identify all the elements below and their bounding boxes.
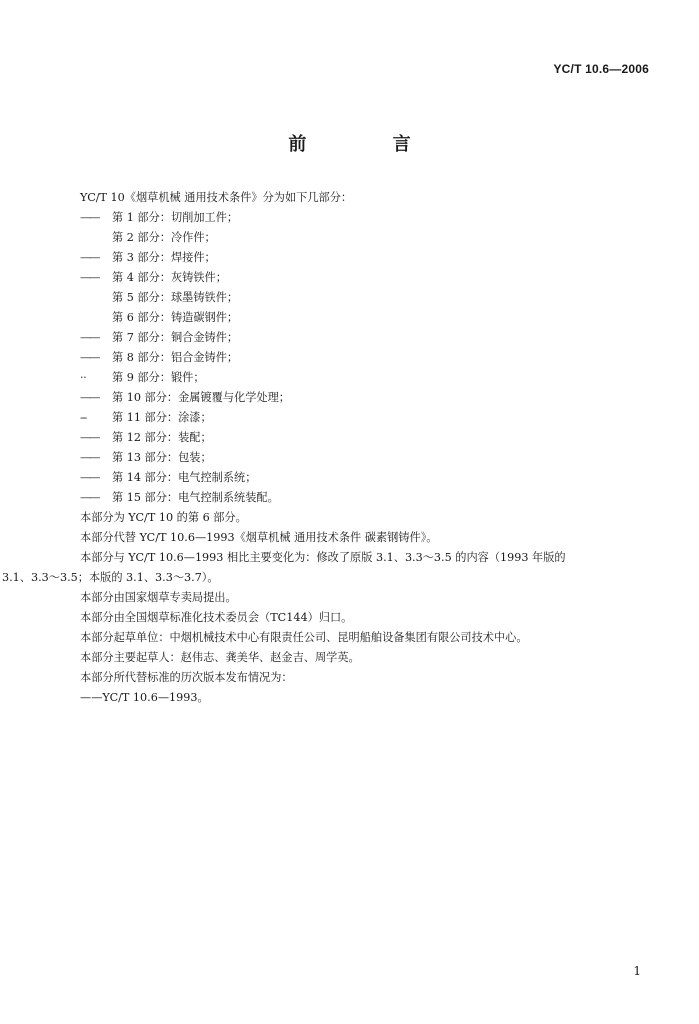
list-item: [0, 248, 699, 268]
paragraph-changes-line2: 3.1、3.3～3.5；本版的 3.1、3.3～3.7）。: [2, 571, 219, 584]
paragraph-history-item: ——YC/T 10.6—1993。: [80, 691, 209, 704]
paragraph-drafting-units: 本部分起草单位：中烟机械技术中心有限责任公司、昆明船舶设备集团有限公司技术中心。: [80, 631, 528, 644]
list-item-label: 第 4 部分：灰铸铁件；: [112, 271, 227, 284]
paragraph-changes-line1: 本部分与 YC/T 10.6—1993 相比主要变化为：修改了原版 3.1、3.3～3.5 的内容（1993 年版的: [80, 551, 566, 564]
list-dash: ——: [80, 351, 99, 364]
list-dash: ——: [80, 251, 99, 264]
paragraph-history-intro: 本部分所代替标准的历次版本发布情况为：: [80, 671, 293, 684]
list-item: [0, 388, 699, 408]
list-dash: ——: [80, 391, 99, 404]
list-item: [0, 308, 699, 328]
list-item-label: 第 7 部分：铜合金铸件；: [112, 331, 239, 344]
list-dash: ——: [80, 471, 99, 484]
paragraph-proposed-by: 本部分由国家烟草专卖局提出。: [80, 591, 237, 604]
paragraph-drafters: 本部分主要起草人：赵伟志、龚美华、赵金吉、周学英。: [80, 651, 360, 664]
list-dash: · ·: [80, 371, 85, 384]
list-item-label: 第 1 部分：切削加工件；: [112, 211, 239, 224]
parts-list: [0, 208, 699, 508]
list-dash: ——: [80, 271, 99, 284]
list-dash: ——: [80, 331, 99, 344]
list-dash: ---: [80, 411, 86, 424]
list-item: [0, 288, 699, 308]
document-body: [0, 188, 699, 708]
page-title: 前 言: [288, 134, 451, 155]
list-item: [0, 368, 699, 388]
list-item-label: 第 6 部分：铸造碳钢件；: [112, 311, 239, 324]
standard-code: YC/T 10.6—2006: [553, 62, 649, 76]
list-item: [0, 328, 699, 348]
list-dash: ——: [80, 211, 99, 224]
intro-line: YC/T 10《烟草机械 通用技术条件》分为如下几部分：: [80, 191, 353, 204]
list-item: [0, 448, 699, 468]
list-dash: ——: [80, 451, 99, 464]
list-item-label: 第 2 部分：冷作件；: [112, 231, 216, 244]
list-item-label: 第 8 部分：铝合金铸件；: [112, 351, 239, 364]
list-item: [0, 348, 699, 368]
list-item: [0, 208, 699, 228]
list-item: [0, 408, 699, 428]
list-item: [0, 488, 699, 508]
list-item: [0, 468, 699, 488]
list-item-label: 第 14 部分：电气控制系统；: [112, 471, 257, 484]
list-dash: ——: [80, 431, 99, 444]
list-item-label: 第 10 部分：金属镀覆与化学处理；: [112, 391, 290, 404]
list-item-label: 第 11 部分：涂漆；: [112, 411, 212, 424]
list-item-label: 第 5 部分：球墨铸铁件；: [112, 291, 239, 304]
paragraph-administered-by: 本部分由全国烟草标准化技术委员会（TC144）归口。: [80, 611, 353, 624]
list-item-label: 第 15 部分：电气控制系统装配。: [112, 491, 279, 504]
list-item-label: 第 13 部分：包装；: [112, 451, 212, 464]
list-item-label: 第 12 部分：装配；: [112, 431, 212, 444]
paragraph-replaces: 本部分代替 YC/T 10.6—1993《烟草机械 通用技术条件 碳素钢铸件》。: [80, 531, 438, 544]
page-number: 1: [633, 964, 641, 978]
list-item: [0, 268, 699, 288]
paragraph-part-number: 本部分为 YC/T 10 的第 6 部分。: [80, 511, 247, 524]
list-item-label: 第 9 部分：锻件；: [112, 371, 205, 384]
list-item-label: 第 3 部分：焊接件；: [112, 251, 216, 264]
list-item: [0, 428, 699, 448]
list-item: [0, 228, 699, 248]
list-dash: ——: [80, 491, 99, 504]
